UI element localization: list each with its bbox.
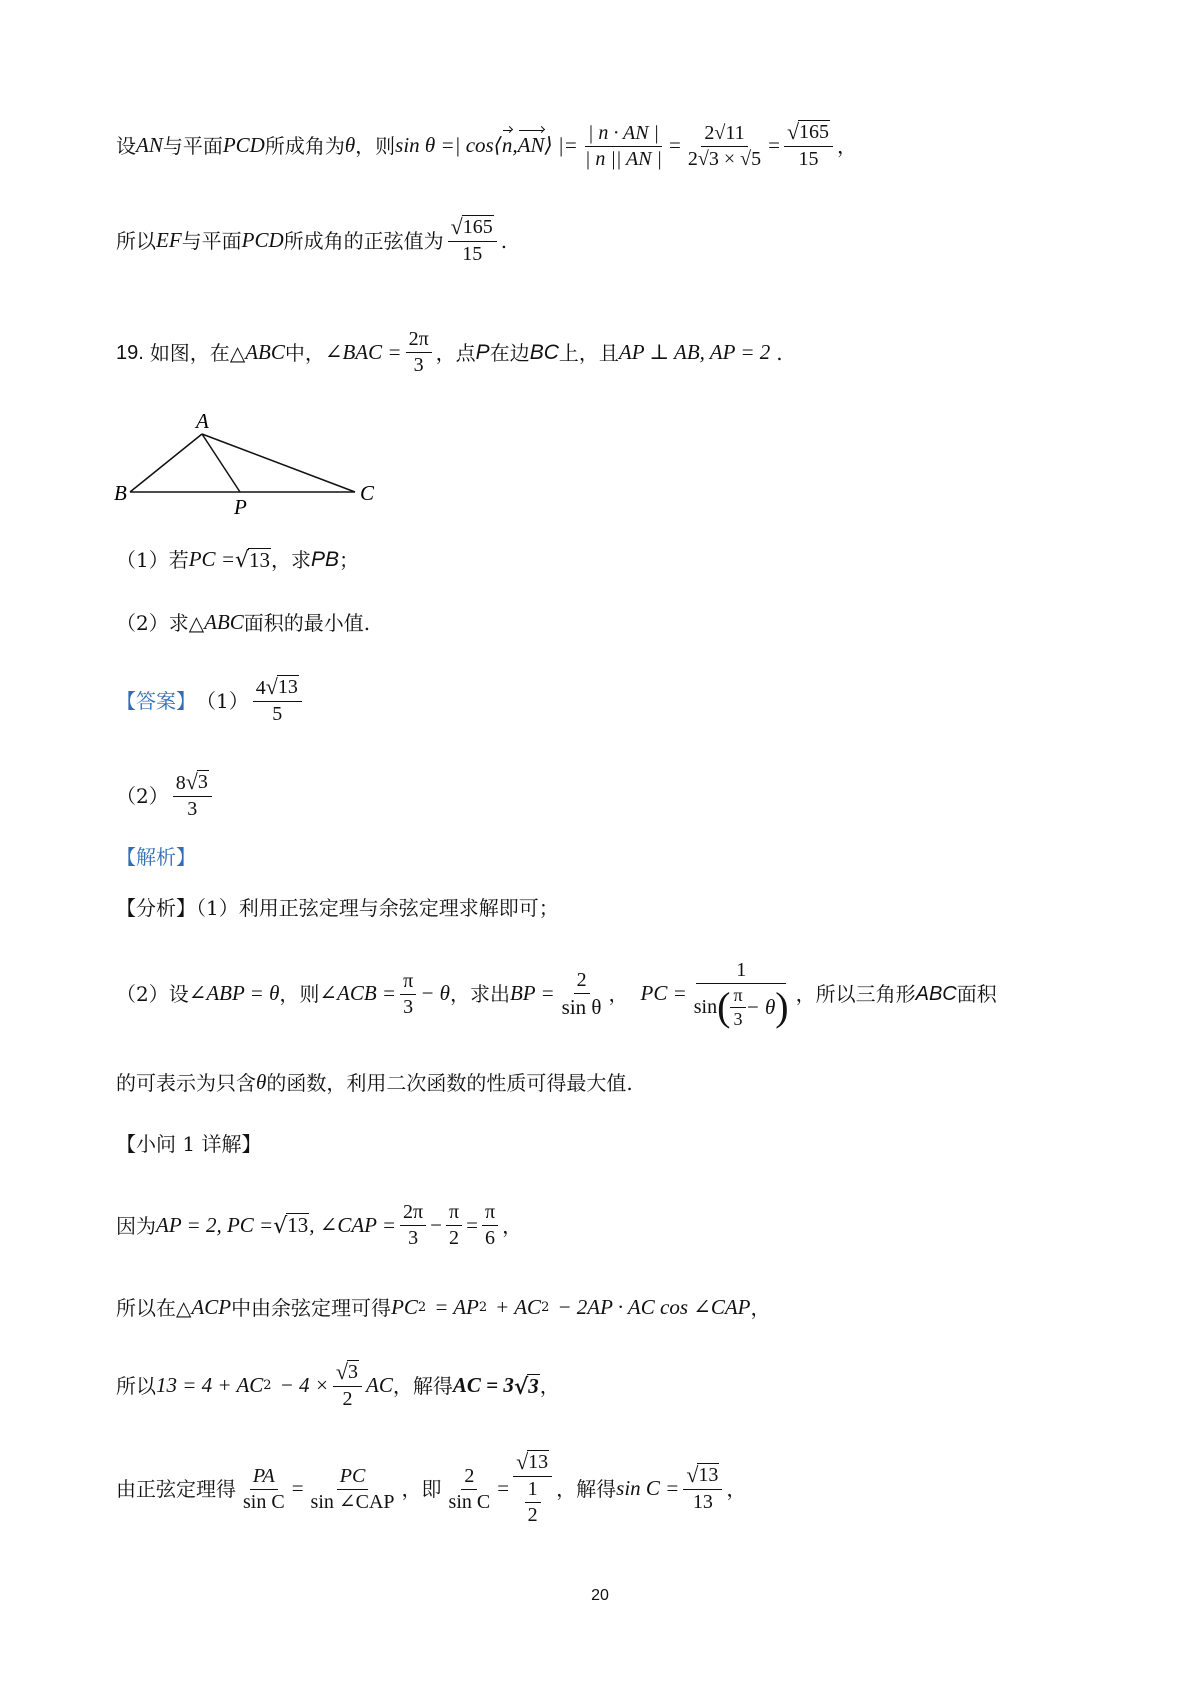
triangle-figure bbox=[110, 408, 390, 518]
radicand: 165 bbox=[462, 216, 493, 238]
fraction-pi-3 bbox=[400, 969, 416, 1020]
superscript: 2 bbox=[541, 1299, 550, 1315]
math-equation: 13 = 4 + AC bbox=[156, 1373, 264, 1398]
text: 面积 bbox=[956, 982, 997, 1006]
radicand: 3 bbox=[197, 771, 208, 793]
text: ， bbox=[608, 982, 629, 1006]
answer-tag: 【答案】 bbox=[116, 689, 196, 713]
label-c: C bbox=[360, 481, 375, 505]
text: 上，且 bbox=[558, 340, 619, 365]
text: ， bbox=[539, 1374, 560, 1398]
fraction-pa-sinc bbox=[240, 1464, 288, 1515]
numerator: 1 bbox=[525, 1477, 541, 1503]
fraction-pi-2 bbox=[446, 1200, 462, 1251]
equals: = bbox=[291, 1476, 304, 1501]
triangle-symbol: △ bbox=[188, 610, 205, 635]
question-19 bbox=[116, 327, 783, 378]
math-ap: = AP bbox=[434, 1295, 479, 1319]
radicand: 3 bbox=[528, 1373, 539, 1398]
question-part-1 bbox=[116, 547, 359, 572]
fraction-pi-3-inner bbox=[730, 984, 745, 1030]
fraction-pi-6 bbox=[482, 1200, 498, 1251]
text: 的可表示为只含 bbox=[116, 1070, 256, 1095]
text: ， bbox=[726, 1477, 747, 1501]
numerator: 2√11 bbox=[701, 121, 747, 147]
fenxi-line-2 bbox=[116, 958, 997, 1030]
page-number: 20 bbox=[591, 1587, 609, 1604]
text: 中由余弦定理可得 bbox=[231, 1295, 392, 1320]
text: 【分析】（1）利用正弦定理与余弦定理求解即可； bbox=[116, 896, 559, 920]
equals: = bbox=[497, 1476, 510, 1501]
math-ef: EF bbox=[156, 228, 182, 253]
text: 如图，在 bbox=[149, 340, 230, 365]
numerator: PA bbox=[250, 1464, 278, 1490]
step-4 bbox=[116, 1450, 746, 1528]
math-bc: BC bbox=[529, 340, 559, 364]
math-theta: θ bbox=[256, 1070, 267, 1094]
fraction-sqrt3-2: √ 3 2 bbox=[333, 1360, 362, 1412]
coefficient: 4 bbox=[255, 677, 266, 699]
math-pb: PB bbox=[311, 548, 340, 571]
text: ， bbox=[837, 134, 858, 158]
superscript: 2 bbox=[417, 1299, 427, 1315]
line-an-angle bbox=[116, 120, 857, 172]
math-ac: AC bbox=[366, 1373, 393, 1398]
text: ，解得 bbox=[556, 1477, 617, 1501]
denominator: 15 bbox=[462, 243, 483, 265]
denominator: 2√3 × √5 bbox=[687, 147, 762, 170]
radicand: 165 bbox=[799, 121, 830, 143]
math-angle-abp: ∠ABP = θ bbox=[188, 981, 280, 1006]
text: （2）求 bbox=[116, 610, 189, 635]
triangle-symbol: △ bbox=[176, 1295, 192, 1320]
triangle-symbol: △ bbox=[229, 340, 246, 365]
numerator: 2 bbox=[461, 1464, 477, 1490]
denominator: sin C bbox=[243, 1490, 285, 1513]
math-minus: − 4 × bbox=[279, 1373, 329, 1398]
label-p: P bbox=[234, 495, 247, 518]
text: ，点 bbox=[435, 340, 476, 365]
text: 【小问 1 详解】 bbox=[116, 1132, 262, 1156]
math-abc: ABC bbox=[915, 983, 957, 1005]
fenxi-line-1 bbox=[116, 896, 559, 920]
denominator: 13 bbox=[692, 1491, 713, 1513]
math-an: AN bbox=[136, 133, 163, 158]
paren-left: ( bbox=[717, 984, 731, 1029]
text: 中， bbox=[284, 340, 325, 365]
math-abc: ABC bbox=[245, 339, 285, 364]
equals: = bbox=[768, 133, 780, 158]
segment-ac bbox=[202, 434, 355, 492]
label-b: B bbox=[114, 481, 127, 505]
math-comma: , bbox=[512, 133, 518, 158]
text: ； bbox=[339, 547, 360, 572]
fraction-2-sin-theta bbox=[559, 968, 605, 1020]
text: 所以 bbox=[116, 229, 156, 253]
math-angle-bac: ∠BAC = bbox=[324, 339, 402, 364]
denominator: 3 bbox=[403, 995, 414, 1018]
radicand: 13 bbox=[249, 547, 271, 572]
denominator: 2 bbox=[527, 1504, 538, 1526]
fraction-pc bbox=[691, 958, 792, 1030]
text: 设 bbox=[116, 134, 136, 158]
math-abc: ABC bbox=[204, 610, 244, 634]
step-1 bbox=[116, 1200, 522, 1251]
math-close: ⟩ |= bbox=[544, 133, 578, 158]
equals: = bbox=[669, 133, 681, 158]
text: 因为 bbox=[116, 1213, 156, 1238]
numerator: | n · AN | bbox=[585, 121, 662, 147]
text: （1）若 bbox=[116, 547, 189, 572]
text: ，即 bbox=[401, 1477, 442, 1501]
fraction-2pi-3 bbox=[400, 1200, 426, 1251]
numerator: 2π bbox=[400, 1200, 426, 1226]
numerator: 2 bbox=[574, 968, 590, 994]
denominator: 15 bbox=[798, 148, 819, 170]
math-pcd: PCD bbox=[241, 228, 284, 253]
radicand: 3 bbox=[348, 1361, 358, 1383]
math-minus-theta: − θ bbox=[420, 981, 450, 1006]
denominator: 3 bbox=[733, 1008, 743, 1029]
denominator: | n || AN | bbox=[584, 147, 663, 170]
sqrt-13: √ 13 bbox=[273, 1213, 309, 1239]
analysis-tag-line bbox=[116, 845, 196, 869]
text: （2）设 bbox=[116, 982, 189, 1006]
equals: = bbox=[466, 1212, 478, 1237]
denominator: sin ∠CAP bbox=[310, 1490, 395, 1513]
math-condition: AP ⊥ AB, AP = 2 bbox=[618, 339, 771, 364]
text: ， bbox=[750, 1295, 771, 1320]
text: 面积的最小值. bbox=[243, 610, 371, 635]
text: ，解得 bbox=[392, 1374, 453, 1398]
numerator: π bbox=[400, 969, 416, 995]
text: ，求 bbox=[271, 547, 312, 572]
fraction-result: √ 165 15 bbox=[448, 215, 497, 267]
math-p: P bbox=[475, 340, 490, 364]
step-3 bbox=[116, 1360, 560, 1412]
numerator: 2π bbox=[406, 327, 432, 353]
segment-ab bbox=[130, 434, 202, 492]
text: . bbox=[500, 229, 508, 253]
numerator: π bbox=[446, 1200, 462, 1226]
math-ac: + AC bbox=[495, 1295, 542, 1319]
math-pc: PC = bbox=[188, 547, 235, 571]
text: ，则 bbox=[355, 134, 396, 158]
text: ，所以三角形 bbox=[795, 982, 916, 1006]
math-pcd: PCD bbox=[222, 133, 265, 158]
denominator: 2 bbox=[342, 1388, 353, 1410]
superscript: 2 bbox=[263, 1378, 272, 1394]
fraction-sqrt13-13: √ 13 13 bbox=[683, 1463, 722, 1515]
math-pc: PC = bbox=[640, 981, 687, 1006]
text: ， bbox=[502, 1213, 523, 1238]
answer-part-2 bbox=[116, 770, 216, 822]
question-part-2 bbox=[116, 610, 370, 635]
fraction-pc-sin-cap bbox=[308, 1464, 398, 1515]
numerator: π bbox=[482, 1200, 498, 1226]
fraction-result: √ 165 15 bbox=[784, 120, 833, 172]
text: 所成角为 bbox=[264, 134, 345, 158]
fraction-2-sinc bbox=[446, 1464, 494, 1515]
math-angle-cap: , ∠CAP = bbox=[309, 1212, 397, 1237]
paren-right: ) bbox=[775, 984, 789, 1029]
text: 所以在 bbox=[116, 1295, 176, 1320]
segment-ap bbox=[202, 434, 240, 492]
answer-part-1 bbox=[116, 675, 306, 727]
text: （2） bbox=[116, 784, 169, 808]
fraction-one-half bbox=[522, 1477, 544, 1528]
math-bp: BP = bbox=[509, 981, 555, 1006]
math-angle-acb: ∠ACB = bbox=[319, 981, 397, 1006]
minus: − bbox=[430, 1212, 442, 1237]
numerator: PC bbox=[337, 1464, 369, 1490]
line-ef-sine bbox=[116, 215, 507, 267]
fenxi-line-3 bbox=[116, 1070, 633, 1095]
math-sinc: sin C = bbox=[616, 1476, 680, 1501]
math-acp: ACP bbox=[191, 1295, 232, 1319]
denominator: 2 bbox=[449, 1227, 460, 1249]
radicand: 13 bbox=[698, 1464, 719, 1486]
fraction-answer-2: 8 √ 3 3 bbox=[173, 770, 212, 822]
text: 在边 bbox=[489, 340, 530, 365]
numerator: π bbox=[730, 984, 745, 1008]
denominator: 3 bbox=[408, 1227, 419, 1249]
text: . bbox=[776, 340, 783, 365]
text: ，求出 bbox=[449, 982, 510, 1006]
math-rest: − 2AP · AC cos ∠CAP bbox=[557, 1295, 751, 1319]
radicand: 13 bbox=[528, 1451, 549, 1473]
math-minus-theta: − θ bbox=[745, 994, 776, 1019]
question-number: 19. bbox=[116, 341, 144, 364]
sin-label: sin bbox=[693, 995, 718, 1018]
math-pc: PC bbox=[391, 1295, 418, 1319]
vector-n: n bbox=[501, 133, 513, 158]
text: 所成角的正弦值为 bbox=[283, 229, 444, 253]
fraction-value bbox=[685, 121, 764, 172]
fraction-dot-product bbox=[582, 121, 665, 172]
math-ap-pc: AP = 2, PC = bbox=[156, 1212, 274, 1237]
denominator: sin θ bbox=[561, 994, 602, 1019]
fraction-2pi-3 bbox=[406, 327, 432, 378]
coefficient: 8 bbox=[175, 772, 186, 794]
denominator: 6 bbox=[485, 1227, 495, 1249]
radicand: 13 bbox=[277, 676, 298, 698]
sqrt-3: √ 3 bbox=[513, 1373, 539, 1401]
text: （1） bbox=[196, 689, 249, 713]
denominator: sin C bbox=[448, 1490, 491, 1513]
denominator: 3 bbox=[187, 798, 198, 820]
radicand: 13 bbox=[287, 1213, 309, 1238]
label-a: A bbox=[196, 409, 209, 433]
math-result: AC = 3 bbox=[452, 1373, 514, 1398]
fraction-answer-1: 4 √ 13 5 bbox=[253, 675, 302, 727]
text: 所以 bbox=[116, 1374, 156, 1398]
denominator: 5 bbox=[272, 703, 283, 725]
math-theta: θ bbox=[344, 133, 356, 158]
detail-heading bbox=[116, 1132, 261, 1156]
text: 与平面 bbox=[162, 134, 223, 158]
fraction-sqrt13-half: √ 13 $\frac{1}{2}$ bbox=[513, 1450, 552, 1528]
superscript: 2 bbox=[478, 1299, 488, 1315]
text: 由正弦定理得 bbox=[116, 1477, 236, 1501]
step-2 bbox=[116, 1295, 771, 1320]
numerator: 1 bbox=[696, 958, 786, 984]
vector-an: AN bbox=[517, 133, 545, 158]
denominator: 3 bbox=[413, 354, 424, 376]
text: 与平面 bbox=[181, 229, 242, 253]
text: ，则 bbox=[279, 982, 320, 1006]
math-sin-theta: sin θ =| cos⟨ bbox=[395, 133, 502, 158]
analysis-tag: 【解析】 bbox=[116, 845, 196, 869]
sqrt-13: √ 13 bbox=[235, 547, 271, 573]
text: 的函数，利用二次函数的性质可得最大值. bbox=[266, 1070, 633, 1095]
